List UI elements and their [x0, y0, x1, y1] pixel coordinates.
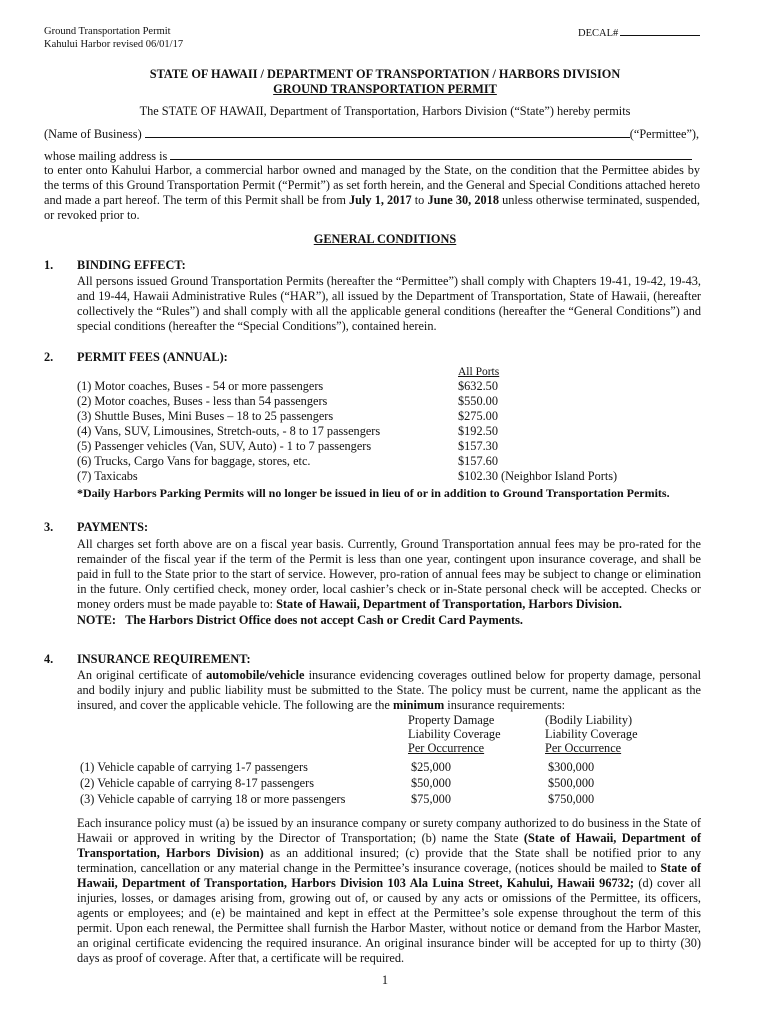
daily-permit-note: *Daily Harbors Parking Permits will no longer be issued in lieu of or in addition to Ground Transportation Permits. [77, 486, 670, 500]
header-left [44, 25, 183, 51]
fee-row [77, 424, 507, 439]
vehicle-term: automobile/vehicle [206, 668, 305, 682]
section-1-heading: BINDING EFFECT: [77, 258, 186, 272]
minimum-term: minimum [392, 698, 445, 712]
section-3-number: 3. [44, 520, 54, 534]
insurance-intro-b: insurance evidencing coverages outlined below for property damage, personal and bodily injury and public liability must be submitted to the State. The policy must be current, name the applicant as the insured, and cover the applicable vehicle. The following are the [77, 668, 701, 712]
fee-label: (1) Motor coaches, Buses - 54 or more passengers [77, 379, 324, 393]
mailing-address-line [44, 148, 704, 164]
insurance-row-label: (3) Vehicle capable of carrying 18 or more passengers [80, 792, 346, 806]
document-title: STATE OF HAWAII / DEPARTMENT OF TRANSPORTATION / HARBORS DIVISION [149, 67, 621, 81]
insurance-property-value: $25,000 [411, 760, 451, 774]
insurance-bodily-value: $500,000 [548, 776, 595, 790]
fee-amount: $157.30 [458, 439, 498, 453]
insurance-intro-a: An original certificate of [77, 668, 202, 682]
general-conditions-heading: GENERAL CONDITIONS [313, 232, 457, 246]
fee-label: (7) Taxicabs [77, 469, 138, 483]
fee-column-header: All Ports [458, 366, 500, 378]
payment-note: NOTE: The Harbors District Office does not accept Cash or Credit Card Payments. [77, 613, 523, 627]
mailing-address-label: whose mailing address is [44, 149, 168, 163]
decal-field [578, 25, 700, 41]
business-name-label: (Name of Business) [44, 127, 142, 141]
section-2-number: 2. [44, 350, 54, 364]
insurance-property-value: $75,000 [411, 792, 451, 806]
insurance-row-label: (1) Vehicle capable of carrying 1-7 passengers [80, 760, 308, 774]
fee-row [77, 469, 507, 484]
insurance-policy-paragraph [77, 816, 701, 966]
policy-notice-address: State of Hawaii, Department of Transportation, Harbors Division 103 Ala Luina Street, Kahului, Hawaii 96732; [77, 861, 701, 890]
property-damage-header: Property Damage Liability Coverage Per Occurrence [408, 713, 501, 755]
policy-text-e: (d) cover all injuries, losses, or damages arising from, growing out of, or caused by any acts or omissions of the Permittee, its officers, agents or employees; and (e) be maintained and kept in effect at the Permittee’s sole expense throughout the term of this permit. Upon each renewal, the Permittee shall furnish the Harbor Master, without notice or demand from the Harbor Master, an original certificate evidencing the required insurance. An original insurance binder will be accepted for up to thirty (30) days as proof of coverage. After that, a certificate will be required. [77, 876, 701, 965]
fee-label: (3) Shuttle Buses, Mini Buses – 18 to 25 passengers [77, 409, 334, 423]
section-3-body [77, 537, 701, 612]
section-1-number: 1. [44, 258, 54, 272]
permit-name: Ground Transportation Permit [44, 26, 171, 37]
fee-amount: $550.00 [458, 394, 498, 408]
fee-label: (2) Motor coaches, Buses - less than 54 passengers [77, 394, 328, 408]
fee-row [77, 394, 507, 409]
term-end-date: June 30, 2018 [427, 193, 499, 207]
permits-statement: The STATE OF HAWAII, Department of Transportation, Harbors Division (“State”) hereby permits [139, 104, 631, 118]
page-number: 1 [381, 973, 389, 987]
bodily-liability-header: (Bodily Liability) Liability Coverage Per Occurrence [545, 713, 638, 755]
intro-paragraph [44, 163, 700, 223]
section-2-heading: PERMIT FEES (ANNUAL): [77, 350, 228, 364]
policy-text-c: as an additional insured; (c) provide that the State shall be notified prior to any termination, cancellation or any material change in the Permittee’s insurance coverage, (notices should be mailed to [77, 846, 701, 875]
insurance-property-value: $50,000 [411, 776, 451, 790]
fee-label: (6) Trucks, Cargo Vans for baggage, stores, etc. [77, 454, 311, 468]
section-3-heading: PAYMENTS: [77, 520, 149, 534]
document-subtitle: GROUND TRANSPORTATION PERMIT [273, 82, 497, 96]
business-name-field[interactable] [145, 126, 630, 138]
term-to: to [414, 193, 425, 207]
policy-named-insured: (State of Hawaii, Department of Transportation, Harbors Division) [77, 831, 701, 860]
insurance-row-label: (2) Vehicle capable of carrying 8-17 passengers [80, 776, 315, 790]
mailing-address-field[interactable] [170, 148, 692, 160]
term-start-date: July 1, 2017 [349, 193, 412, 207]
fee-amount: $157.60 [458, 454, 498, 468]
fee-amount: $102.30 (Neighbor Island Ports) [458, 469, 618, 483]
decal-label: DECAL# [578, 28, 619, 39]
fee-label: (4) Vans, SUV, Limousines, Stretch-outs, - 8 to 17 passengers [77, 424, 381, 438]
revision-note: Kahului Harbor revised 06/01/17 [44, 39, 184, 50]
intro-text-a: to enter onto Kahului Harbor, a commercial harbor owned and managed by the State, on the condition that the Permittee abides by the terms of this Ground Transportation Permit (“Permit”) as set forth herein, and the General and Special Conditions attached hereto and made a part hereof. The term of this Permit shall be from [44, 163, 700, 207]
section-4-heading: INSURANCE REQUIREMENT: [77, 652, 251, 666]
fee-amount: $632.50 [458, 379, 498, 393]
fee-row [77, 439, 507, 454]
note-label: NOTE: [77, 613, 116, 627]
fee-row [77, 379, 507, 394]
fee-amount: $192.50 [458, 424, 498, 438]
insurance-intro-c: insurance requirements: [447, 698, 566, 712]
decal-blank[interactable] [620, 25, 700, 36]
fee-amount: $275.00 [458, 409, 498, 423]
insurance-bodily-value: $750,000 [548, 792, 595, 806]
business-name-line [44, 126, 704, 142]
section-4-intro [77, 668, 701, 713]
payments-text: All charges set forth above are on a fiscal year basis. Currently, Ground Transportation annual fees may be pro-rated for the remainder of the fiscal year if the term of the Permit is less than one year, contingent upon insurance coverage, and shall be paid in full to the State prior to the start of service. However, pro-ration of annual fees may be subject to change or elimination in the future. Only certified check, money order, local cashier’s check or in-State personal check will be accepted. Checks or money orders must be made payable to: [77, 537, 701, 611]
permittee-label: (“Permittee”), [629, 127, 700, 141]
section-1-body: All persons issued Ground Transportation Permits (hereafter the “Permittee”) shall comply with Chapters 19-41, 19-42, 19-43, and 19-44, Hawaii Administrative Rules (“HAR”), all issued by the Department of Transportation, State of Hawaii, (hereafter collectively the “Rules”) and shall comply with all the applicable general conditions (hereafter the “General Conditions”) and special conditions (hereafter the “Special Conditions”), contained herein. [77, 274, 701, 333]
fee-row [77, 454, 507, 469]
fee-row [77, 409, 507, 424]
payee-name: State of Hawaii, Department of Transportation, Harbors Division. [276, 597, 622, 611]
fee-label: (5) Passenger vehicles (Van, SUV, Auto) - 1 to 7 passengers [77, 439, 372, 453]
intro-text-b: unless otherwise terminated, suspended, or revoked prior to. [44, 193, 700, 222]
note-text: The Harbors District Office does not accept Cash or Credit Card Payments [125, 613, 520, 627]
policy-text-a: Each insurance policy must (a) be issued by an insurance company or surety company authorized to do business in the State of Hawaii or approved in writing by the Director of Transportation; (b) name the State [77, 816, 701, 845]
insurance-bodily-value: $300,000 [548, 760, 595, 774]
section-4-number: 4. [44, 652, 54, 666]
